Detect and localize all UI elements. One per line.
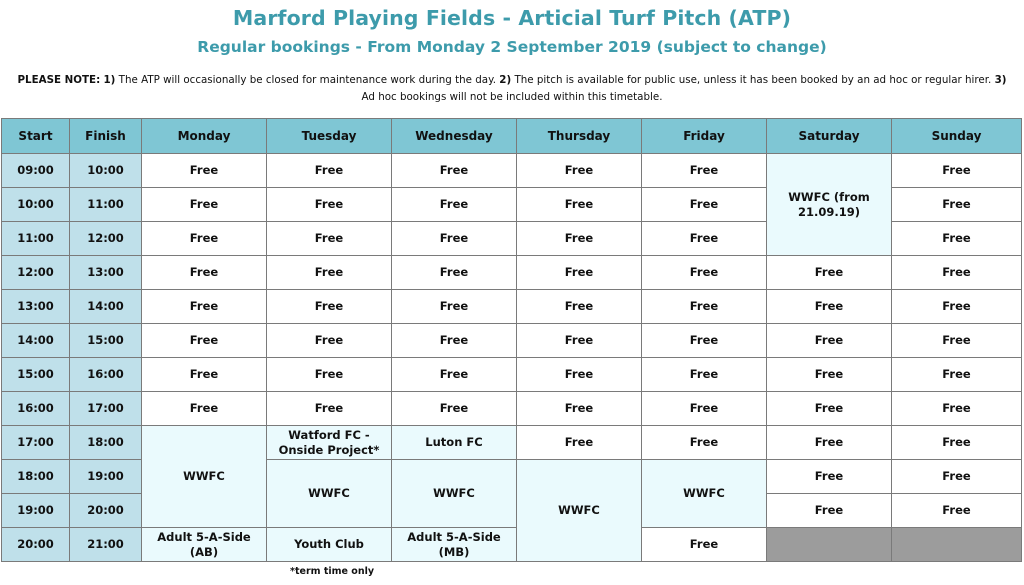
booking-wednesday-wwfc: WWFC (392, 460, 517, 528)
slot-free: Free (892, 154, 1022, 188)
col-header-saturday: Saturday (767, 119, 892, 154)
start-time: 11:00 (2, 222, 70, 256)
notice-text-3: Ad hoc bookings will not be included within this timetable. (361, 91, 663, 103)
slot-free: Free (142, 392, 267, 426)
slot-free: Free (392, 324, 517, 358)
slot-free: Free (517, 188, 642, 222)
finish-time: 14:00 (70, 290, 142, 324)
slot-free: Free (642, 188, 767, 222)
col-header-monday: Monday (142, 119, 267, 154)
slot-free: Free (392, 392, 517, 426)
slot-free: Free (142, 290, 267, 324)
start-time: 13:00 (2, 290, 70, 324)
finish-time: 11:00 (70, 188, 142, 222)
booking-monday-adult-5-a-side: Adult 5-A-Side (AB) (142, 528, 267, 562)
slot-free: Free (767, 324, 892, 358)
booking-thursday-wwfc: WWFC (517, 460, 642, 562)
col-header-tuesday: Tuesday (267, 119, 392, 154)
finish-time: 18:00 (70, 426, 142, 460)
slot-free: Free (642, 290, 767, 324)
table-row (2, 154, 1022, 188)
slot-free: Free (517, 222, 642, 256)
slot-free: Free (892, 358, 1022, 392)
col-header-start: Start (2, 119, 70, 154)
slot-free: Free (392, 188, 517, 222)
slot-free: Free (892, 494, 1022, 528)
finish-time: 17:00 (70, 392, 142, 426)
notice (10, 72, 1014, 106)
start-time: 09:00 (2, 154, 70, 188)
slot-free: Free (642, 358, 767, 392)
start-time: 14:00 (2, 324, 70, 358)
table-row (2, 392, 1022, 426)
slot-free: Free (392, 256, 517, 290)
finish-time: 13:00 (70, 256, 142, 290)
page-subtitle: Regular bookings - From Monday 2 September 2019 (subject to change) (197, 38, 827, 56)
slot-free: Free (642, 154, 767, 188)
table-row (2, 358, 1022, 392)
col-header-thursday: Thursday (517, 119, 642, 154)
slot-free: Free (267, 392, 392, 426)
slot-free: Free (267, 324, 392, 358)
slot-free: Free (517, 426, 642, 460)
table-row (2, 426, 1022, 460)
slot-free: Free (767, 358, 892, 392)
slot-free: Free (642, 222, 767, 256)
slot-free: Free (267, 290, 392, 324)
finish-time: 19:00 (70, 460, 142, 494)
start-time: 18:00 (2, 460, 70, 494)
slot-free: Free (642, 392, 767, 426)
slot-free: Free (892, 426, 1022, 460)
booking-tuesday-watford: Watford FC - Onside Project* (267, 426, 392, 460)
finish-time: 16:00 (70, 358, 142, 392)
slot-free: Free (517, 154, 642, 188)
slot-free: Free (767, 460, 892, 494)
slot-free: Free (142, 222, 267, 256)
slot-free: Free (142, 324, 267, 358)
slot-free: Free (892, 188, 1022, 222)
notice-label: PLEASE NOTE: (17, 74, 101, 86)
slot-free: Free (517, 392, 642, 426)
slot-free: Free (892, 256, 1022, 290)
slot-free: Free (517, 324, 642, 358)
slot-free: Free (767, 392, 892, 426)
timetable (1, 118, 1022, 562)
notice-text-1: The ATP will occasionally be closed for maintenance work during the day. (118, 74, 496, 86)
slot-free: Free (142, 358, 267, 392)
notice-num-3: 3) (994, 74, 1007, 86)
table-row (2, 256, 1022, 290)
booking-friday-wwfc: WWFC (642, 460, 767, 528)
notice-num-2: 2) (499, 74, 512, 86)
table-row (2, 528, 1022, 562)
slot-free: Free (892, 222, 1022, 256)
slot-free: Free (267, 358, 392, 392)
start-time: 10:00 (2, 188, 70, 222)
start-time: 20:00 (2, 528, 70, 562)
slot-free: Free (767, 290, 892, 324)
slot-free: Free (517, 290, 642, 324)
finish-time: 10:00 (70, 154, 142, 188)
notice-text-2: The pitch is available for public use, unless it has been booked by an ad hoc or regular hirer. (514, 74, 992, 86)
slot-free: Free (142, 256, 267, 290)
footnote: *term time only (290, 566, 375, 577)
slot-free: Free (267, 222, 392, 256)
start-time: 12:00 (2, 256, 70, 290)
slot-free: Free (892, 324, 1022, 358)
booking-wednesday-luton: Luton FC (392, 426, 517, 460)
slot-free: Free (767, 256, 892, 290)
slot-free: Free (892, 460, 1022, 494)
finish-time: 15:00 (70, 324, 142, 358)
booking-tuesday-youth-club: Youth Club (267, 528, 392, 562)
notice-num-1: 1) (103, 74, 116, 86)
booking-tuesday-wwfc: WWFC (267, 460, 392, 528)
slot-free: Free (642, 324, 767, 358)
slot-free: Free (517, 358, 642, 392)
col-header-finish: Finish (70, 119, 142, 154)
slot-free: Free (642, 256, 767, 290)
col-header-wednesday: Wednesday (392, 119, 517, 154)
finish-time: 21:00 (70, 528, 142, 562)
page-title: Marford Playing Fields - Articial Turf Pitch (ATP) (232, 6, 792, 30)
slot-free: Free (142, 154, 267, 188)
slot-unavailable (767, 528, 892, 562)
booking-wednesday-adult-5-a-side: Adult 5-A-Side (MB) (392, 528, 517, 562)
slot-free: Free (517, 256, 642, 290)
slot-free: Free (392, 154, 517, 188)
booking-saturday-wwfc: WWFC (from 21.09.19) (767, 154, 892, 256)
col-header-friday: Friday (642, 119, 767, 154)
slot-free: Free (267, 256, 392, 290)
slot-unavailable (892, 528, 1022, 562)
slot-free: Free (392, 290, 517, 324)
start-time: 16:00 (2, 392, 70, 426)
slot-free: Free (767, 494, 892, 528)
slot-free: Free (142, 188, 267, 222)
slot-free: Free (892, 290, 1022, 324)
table-row (2, 290, 1022, 324)
slot-free: Free (392, 222, 517, 256)
finish-time: 12:00 (70, 222, 142, 256)
start-time: 15:00 (2, 358, 70, 392)
booking-monday-wwfc: WWFC (142, 426, 267, 528)
start-time: 19:00 (2, 494, 70, 528)
slot-free: Free (267, 154, 392, 188)
finish-time: 20:00 (70, 494, 142, 528)
start-time: 17:00 (2, 426, 70, 460)
header-row (2, 119, 1022, 154)
slot-free: Free (392, 358, 517, 392)
slot-free: Free (892, 392, 1022, 426)
table-row (2, 324, 1022, 358)
slot-free: Free (642, 426, 767, 460)
slot-free: Free (267, 188, 392, 222)
slot-free: Free (767, 426, 892, 460)
slot-free: Free (642, 528, 767, 562)
col-header-sunday: Sunday (892, 119, 1022, 154)
